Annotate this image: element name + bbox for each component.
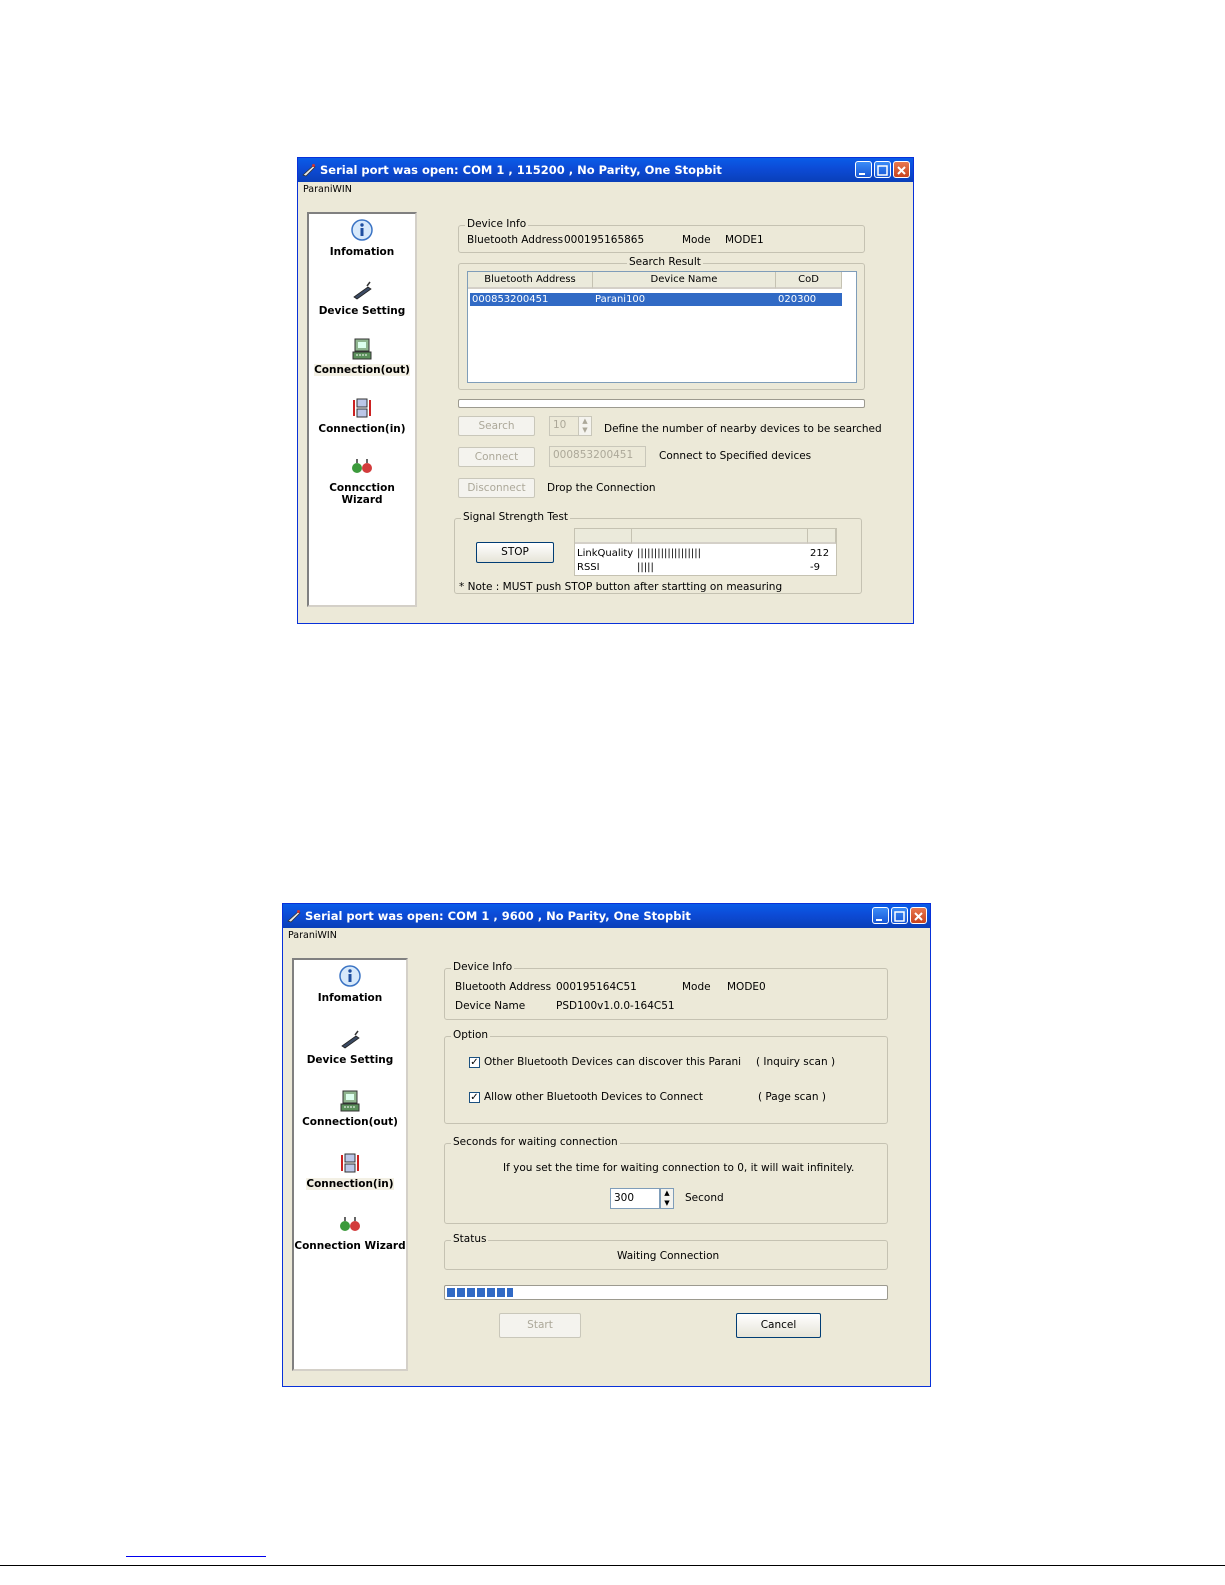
spin-down-icon[interactable]: ▼ [664, 1198, 670, 1207]
row-bluetooth-address: 000853200451 [472, 294, 549, 305]
inquiry-scan-checkbox[interactable]: ✓ [470, 1057, 479, 1068]
device-info-group [458, 218, 865, 253]
bluetooth-address-value: 000195164C51 [556, 981, 637, 993]
waiting-seconds-input[interactable]: 300 [610, 1188, 660, 1209]
device-setting-icon [337, 1026, 363, 1052]
status-text: Waiting Connection [617, 1250, 720, 1262]
start-button[interactable]: Start [499, 1313, 581, 1338]
mode-value: MODE0 [727, 981, 766, 993]
sidebar-item-connection-out[interactable] [309, 336, 415, 376]
status-legend: Status [453, 1233, 487, 1245]
column-cod[interactable]: CoD [776, 272, 842, 289]
device-setting-icon [349, 277, 375, 303]
cancel-button[interactable]: Cancel [736, 1313, 821, 1338]
minimize-icon [856, 163, 871, 178]
table-row[interactable] [470, 293, 842, 306]
page-scan-checkbox[interactable]: ✓ [470, 1092, 479, 1103]
sidebar-label-connection-out: Connection(out) [302, 1116, 398, 1128]
close-button[interactable] [893, 161, 910, 178]
mode-label: Mode [682, 234, 711, 246]
inquiry-scan-label[interactable]: Other Bluetooth Devices can discover this Parani [484, 1056, 742, 1068]
device-info-group [444, 961, 888, 1020]
connection-wizard-icon [349, 454, 375, 480]
sidebar-label-connection-wizard: Conncction Wizard [329, 482, 395, 506]
signal-strength-legend: Signal Strength Test [463, 511, 569, 523]
waiting-seconds-spinner[interactable] [660, 1188, 674, 1209]
sidebar-item-connection-wizard[interactable] [294, 1212, 406, 1252]
device-info-legend: Device Info [453, 961, 513, 973]
sidebar-item-information[interactable] [309, 218, 415, 258]
linkquality-label: LinkQuality [577, 548, 634, 559]
sidebar-label-connection-in: Connection(in) [318, 423, 406, 435]
row-device-name: Parani100 [595, 294, 646, 305]
sidebar-label-information: Infomation [329, 246, 395, 258]
signal-table [574, 528, 837, 576]
search-description: Define the number of nearby devices to be searched [604, 423, 882, 435]
connection-in-icon [337, 1150, 363, 1176]
close-icon [894, 163, 909, 178]
connect-address-field[interactable]: 000853200451 [549, 446, 646, 467]
signal-col-label [575, 529, 632, 544]
information-icon [337, 964, 363, 990]
row-cod: 020300 [778, 294, 817, 305]
mode-label: Mode [682, 981, 711, 993]
wait-progress-bar [444, 1285, 888, 1300]
connection-out-icon [349, 336, 375, 362]
window-title: Serial port was open: COM 1 , 9600 , No Parity, One Stopbit [305, 909, 691, 923]
device-name-value: PSD100v1.0.0-164C51 [556, 1000, 675, 1012]
sidebar-label-device-setting: Device Setting [318, 305, 406, 317]
maximize-icon [892, 909, 907, 924]
bluetooth-address-value: 000195165865 [564, 234, 645, 246]
status-group [444, 1233, 888, 1270]
spin-up-icon[interactable]: ▲ [582, 417, 588, 425]
title-bar[interactable] [298, 158, 913, 182]
search-result-legend: Search Result [629, 256, 701, 268]
menu-paraniwin[interactable]: ParaniWIN [303, 184, 352, 195]
maximize-button[interactable] [891, 907, 908, 924]
device-info-legend: Device Info [467, 218, 527, 230]
signal-row-linkquality [577, 547, 835, 560]
signal-col-bars [632, 529, 808, 544]
sidebar [307, 212, 417, 607]
connection-wizard-icon [337, 1212, 363, 1238]
search-count-field[interactable]: 10 [549, 416, 579, 436]
paraniwin-app-icon [287, 909, 301, 923]
information-icon [349, 218, 375, 244]
inquiry-scan-tag: ( Inquiry scan ) [756, 1056, 836, 1068]
spin-up-icon[interactable]: ▲ [664, 1189, 670, 1197]
search-progress-bar [458, 399, 865, 408]
sidebar-item-connection-out[interactable] [294, 1088, 406, 1128]
paraniwin-app-icon [302, 163, 316, 177]
sidebar-item-device-setting[interactable] [309, 277, 415, 317]
connect-button[interactable]: Connect [458, 447, 535, 467]
option-group [444, 1029, 888, 1124]
search-count-spinner[interactable] [578, 416, 592, 436]
title-bar[interactable] [283, 904, 930, 928]
search-result-list[interactable] [467, 271, 857, 383]
window-title: Serial port was open: COM 1 , 115200 , No Parity, One Stopbit [320, 163, 722, 177]
search-result-header [468, 272, 842, 289]
mode-value: MODE1 [725, 234, 764, 246]
linkquality-value: 212 [810, 548, 830, 559]
waiting-unit: Second [685, 1192, 724, 1204]
spin-down-icon[interactable]: ▼ [582, 426, 588, 434]
device-name-label: Device Name [455, 1000, 526, 1012]
signal-note: * Note : MUST push STOP button after startting on measuring [459, 581, 783, 593]
window-connection-in [282, 903, 931, 1387]
close-icon [911, 909, 926, 924]
sidebar-label-connection-out: Connection(out) [314, 364, 410, 376]
page-scan-label[interactable]: Allow other Bluetooth Devices to Connect [484, 1091, 703, 1103]
connect-description: Connect to Specified devices [659, 450, 812, 462]
bluetooth-address-label: Bluetooth Address [455, 981, 552, 993]
sidebar-item-information[interactable] [294, 964, 406, 1004]
page-rule [0, 1565, 1225, 1566]
linkquality-bars: ||||||||||||||||||| [637, 548, 702, 559]
column-device-name[interactable]: Device Name [593, 272, 776, 289]
sidebar-item-connection-wizard[interactable] [309, 454, 415, 506]
minimize-button[interactable] [855, 161, 872, 178]
maximize-button[interactable] [874, 161, 891, 178]
connection-out-icon [337, 1088, 363, 1114]
waiting-seconds-group [444, 1136, 888, 1224]
close-button[interactable] [910, 907, 927, 924]
footnote-link-line [126, 1556, 266, 1557]
page-scan-tag: ( Page scan ) [758, 1091, 826, 1103]
search-result-group [458, 256, 865, 390]
sidebar-label-connection-wizard: Connection Wizard [294, 1240, 406, 1252]
signal-strength-group [454, 511, 862, 594]
menu-paraniwin[interactable]: ParaniWIN [288, 930, 337, 941]
rssi-label: RSSI [577, 562, 600, 573]
wait-progress-fill [447, 1288, 513, 1297]
menu-bar [283, 928, 930, 944]
disconnect-description: Drop the Connection [547, 482, 656, 494]
minimize-button[interactable] [872, 907, 889, 924]
rssi-bars: ||||| [637, 562, 654, 573]
waiting-hint: If you set the time for waiting connection to 0, it will wait infinitely. [503, 1162, 855, 1174]
minimize-icon [873, 909, 888, 924]
sidebar-item-device-setting[interactable] [294, 1026, 406, 1066]
stop-button[interactable]: STOP [476, 542, 554, 563]
connection-in-icon [349, 395, 375, 421]
waiting-seconds-legend: Seconds for waiting connection [453, 1136, 618, 1148]
signal-row-rssi [577, 561, 835, 574]
menu-bar [298, 182, 913, 198]
signal-table-header [575, 529, 836, 544]
window-connection-out [297, 157, 914, 624]
column-bluetooth-address[interactable]: Bluetooth Address [468, 272, 593, 289]
sidebar-item-connection-in[interactable] [309, 395, 415, 435]
disconnect-button[interactable]: Disconnect [458, 478, 535, 498]
option-legend: Option [453, 1029, 489, 1041]
bluetooth-address-label: Bluetooth Address [467, 234, 564, 246]
sidebar-label-device-setting: Device Setting [306, 1054, 394, 1066]
maximize-icon [875, 163, 890, 178]
sidebar-label-connection-in: Connection(in) [306, 1178, 394, 1190]
sidebar-label-information: Infomation [317, 992, 383, 1004]
rssi-value: -9 [810, 562, 820, 573]
search-button[interactable]: Search [458, 416, 535, 436]
sidebar [292, 958, 408, 1371]
signal-col-value [808, 529, 836, 544]
sidebar-item-connection-in[interactable] [294, 1150, 406, 1190]
